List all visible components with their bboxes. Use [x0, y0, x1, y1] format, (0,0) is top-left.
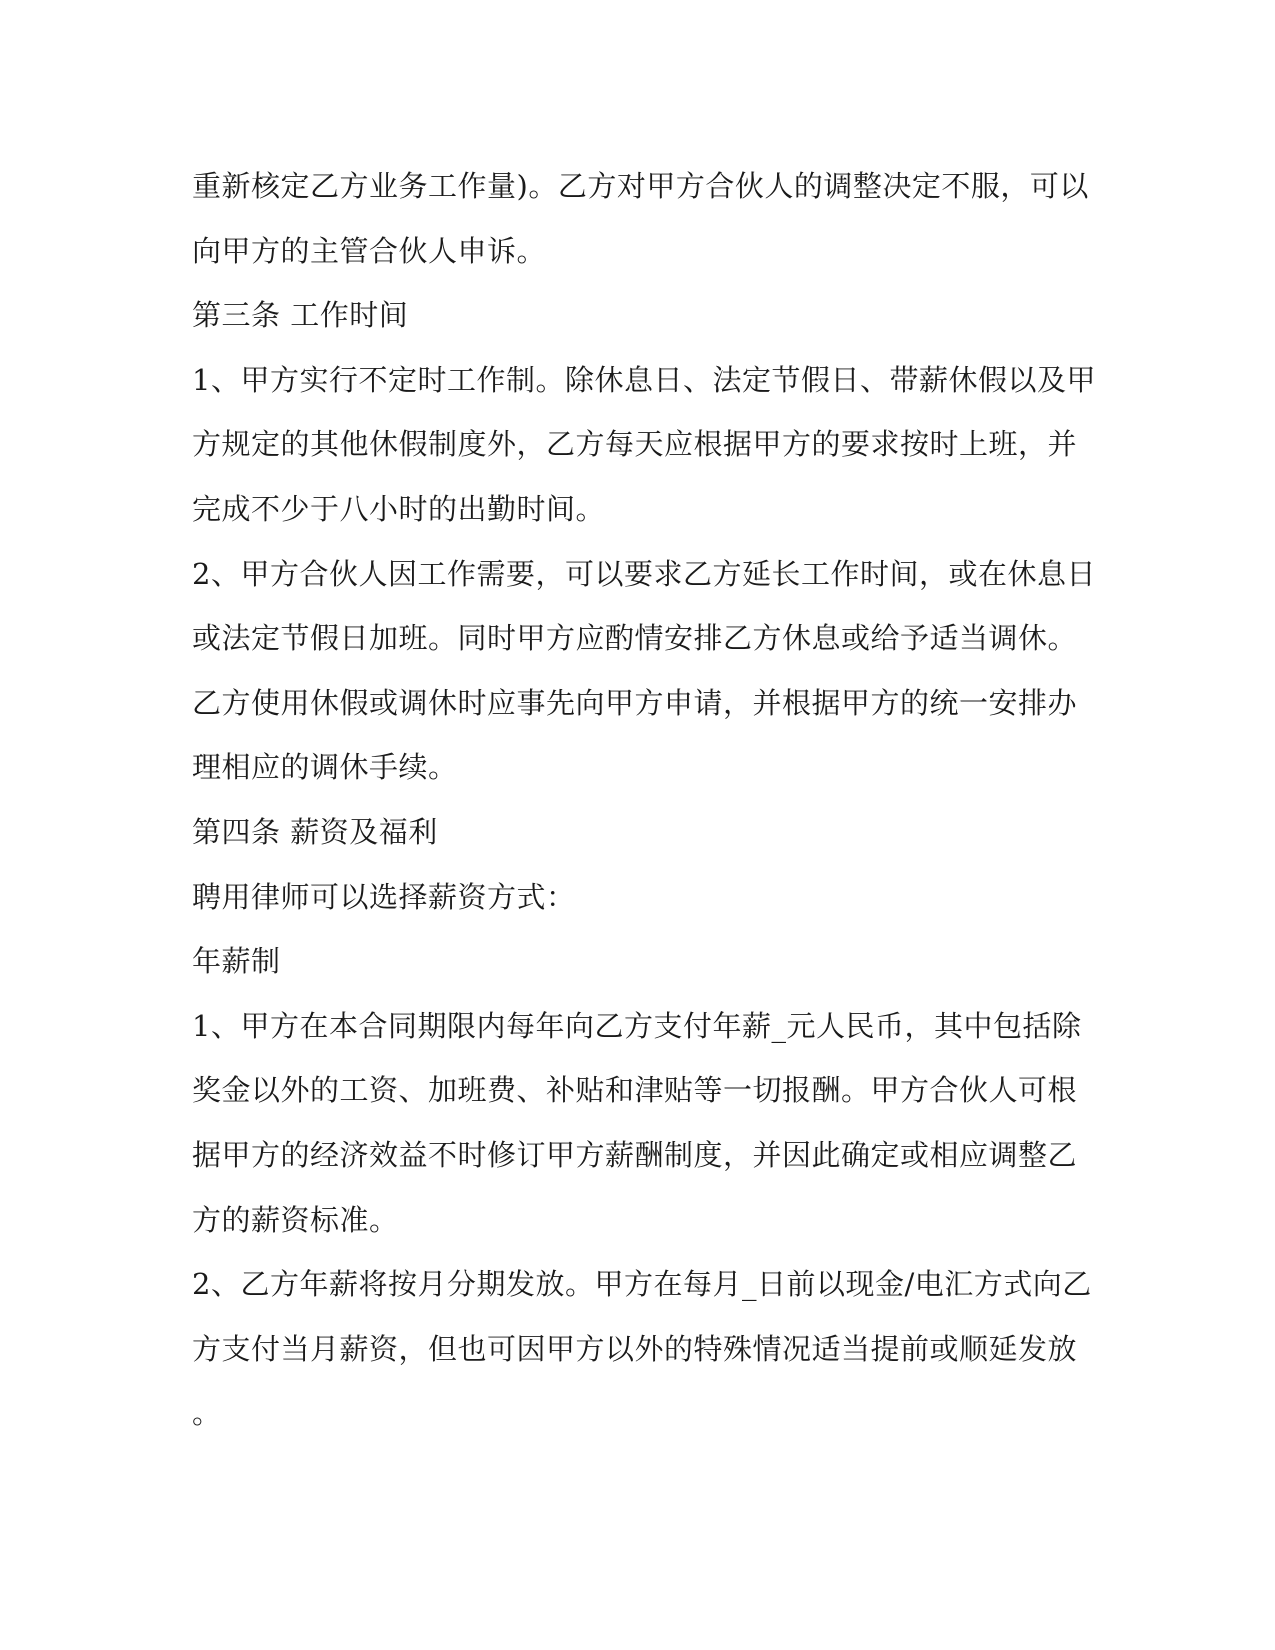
body-line: 1、甲方在本合同期限内每年向乙方支付年薪_元人民币，其中包括除 — [192, 1008, 1082, 1043]
body-line: 。 — [192, 1396, 222, 1431]
body-line: 2、甲方合伙人因工作需要，可以要求乙方延长工作时间，或在休息日 — [192, 556, 1096, 591]
body-line: 或法定节假日加班。同时甲方应酌情安排乙方休息或给予适当调休。 — [192, 621, 1078, 656]
section-heading: 第四条 薪资及福利 — [192, 814, 438, 849]
body-line: 据甲方的经济效益不时修订甲方薪酬制度，并因此确定或相应调整乙 — [192, 1137, 1078, 1172]
body-line: 奖金以外的工资、加班费、补贴和津贴等一切报酬。甲方合伙人可根 — [192, 1073, 1078, 1108]
body-line: 2、乙方年薪将按月分期发放。甲方在每月_日前以现金/电汇方式向乙 — [192, 1267, 1092, 1302]
body-line: 向甲方的主管合伙人申诉。 — [192, 233, 547, 268]
body-line: 理相应的调休手续。 — [192, 750, 458, 785]
document-body — [192, 154, 1096, 1446]
body-line: 方支付当月薪资，但也可因甲方以外的特殊情况适当提前或顺延发放 — [192, 1331, 1078, 1366]
subsection-heading: 年薪制 — [192, 944, 281, 979]
body-line: 完成不少于八小时的出勤时间。 — [192, 491, 606, 526]
body-line: 1、甲方实行不定时工作制。除休息日、法定节假日、带薪休假以及甲 — [192, 362, 1096, 397]
body-line: 重新核定乙方业务工作量)。乙方对甲方合伙人的调整决定不服，可以 — [192, 169, 1089, 203]
body-line: 方的薪资标准。 — [192, 1202, 399, 1237]
body-line: 乙方使用休假或调休时应事先向甲方申请，并根据甲方的统一安排办 — [192, 685, 1078, 720]
body-line: 方规定的其他休假制度外，乙方每天应根据甲方的要求按时上班，并 — [192, 427, 1078, 462]
body-line: 聘用律师可以选择薪资方式： — [192, 879, 576, 914]
section-heading: 第三条 工作时间 — [192, 298, 409, 333]
